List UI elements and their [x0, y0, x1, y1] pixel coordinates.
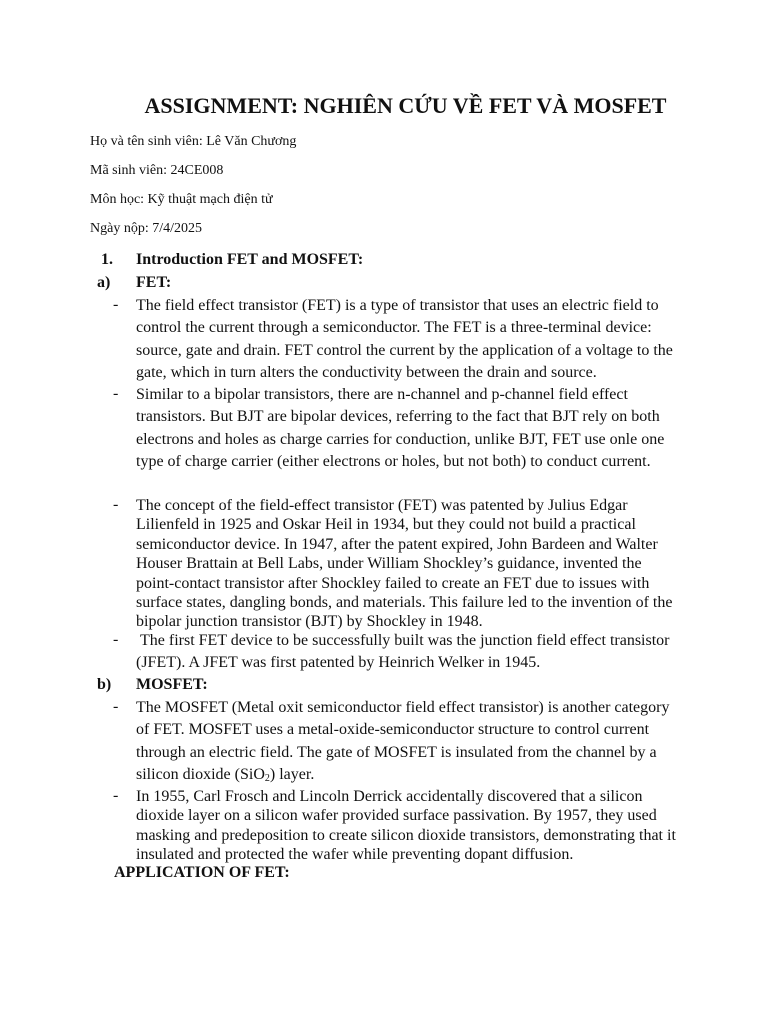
submit-date: Ngày nộp: 7/4/2025: [90, 221, 202, 236]
bullet-dash: -: [113, 787, 119, 804]
subsection-letter-a: a): [97, 274, 111, 291]
mosfet-paragraph-history: In 1955, Carl Frosch and Lincoln Derrick accidentally discovered that a silicon dioxide layer on a silicon wafer provided surface passivation. By 1957, they used masking and predeposition to create silicon dioxide transistors, demonstrating that it insulated and protected the wafer while preventing dopant diffusion.: [136, 788, 676, 864]
subsection-heading-fet: FET:: [136, 274, 172, 291]
student-name: Họ và tên sinh viên: Lê Văn Chương: [90, 134, 297, 149]
bullet-dash: -: [113, 385, 119, 402]
course-name: Môn học: Kỹ thuật mạch điện tử: [90, 192, 273, 207]
section-heading: Introduction FET and MOSFET:: [136, 251, 364, 268]
document-title: ASSIGNMENT: NGHIÊN CỨU VỀ FET VÀ MOSFET: [144, 93, 667, 118]
student-id: Mã sinh viên: 24CE008: [90, 163, 224, 178]
mosfet-definition-tail: ) layer.: [269, 765, 315, 783]
application-heading: APPLICATION OF FET:: [114, 864, 290, 881]
section-number: 1.: [101, 251, 113, 268]
fet-paragraph-history: The concept of the field-effect transistor (FET) was patented by Julius Edgar Lilienfeld in 1925 and Oskar Heil in 1934, but they could not build a practical semiconductor device. In 1947, after the patent expired, John Bardeen and Walter Houser Brattain at Bell Labs, under William Shockley’s guidance, invented the point-contact transistor after Shockley failed to create an FET due to issues with surface states, dangling bonds, and materials. This failure led to the invention of the bipolar junction transistor (BJT) by Shockley in 1948.: [136, 497, 673, 631]
bullet-dash: -: [113, 496, 119, 513]
mosfet-definition-text: The MOSFET (Metal oxit semiconductor field effect transistor) is another category of FET. MOSFET uses a metal-oxide-semiconductor structure to control current through an electric field. The gate of MOSFET is insulated from the channel by a silicon dioxide (SiO: [136, 699, 670, 783]
fet-paragraph-definition: The field effect transistor (FET) is a type of transistor that uses an electric field to control the current through a semiconductor. The FET is a three-terminal device: source, gate and drain. FET control the current by the application of a voltage to the gate, which in turn alters the conductivity between the drain and source.: [136, 297, 673, 381]
bullet-dash: -: [113, 296, 119, 313]
bullet-dash: -: [113, 698, 119, 715]
subsection-heading-mosfet: MOSFET:: [136, 676, 208, 693]
subsection-letter-b: b): [97, 676, 112, 693]
fet-paragraph-jfet: The first FET device to be successfully built was the junction field effect transistor (JFET). A JFET was first patented by Heinrich Welker in 1945.: [136, 632, 670, 672]
bullet-dash: -: [113, 631, 119, 648]
subscript-two: 2: [264, 772, 270, 784]
mosfet-paragraph-definition: [136, 697, 676, 786]
fet-paragraph-types: Similar to a bipolar transistors, there are n-channel and p-channel field effect transistors. But BJT are bipolar devices, referring to the fact that BJT rely on both electrons and holes as charge carries for conduction, unlike BJT, FET use onle one type of charge carrier (either electrons or holes, but not both) to conduct current.: [136, 386, 665, 470]
